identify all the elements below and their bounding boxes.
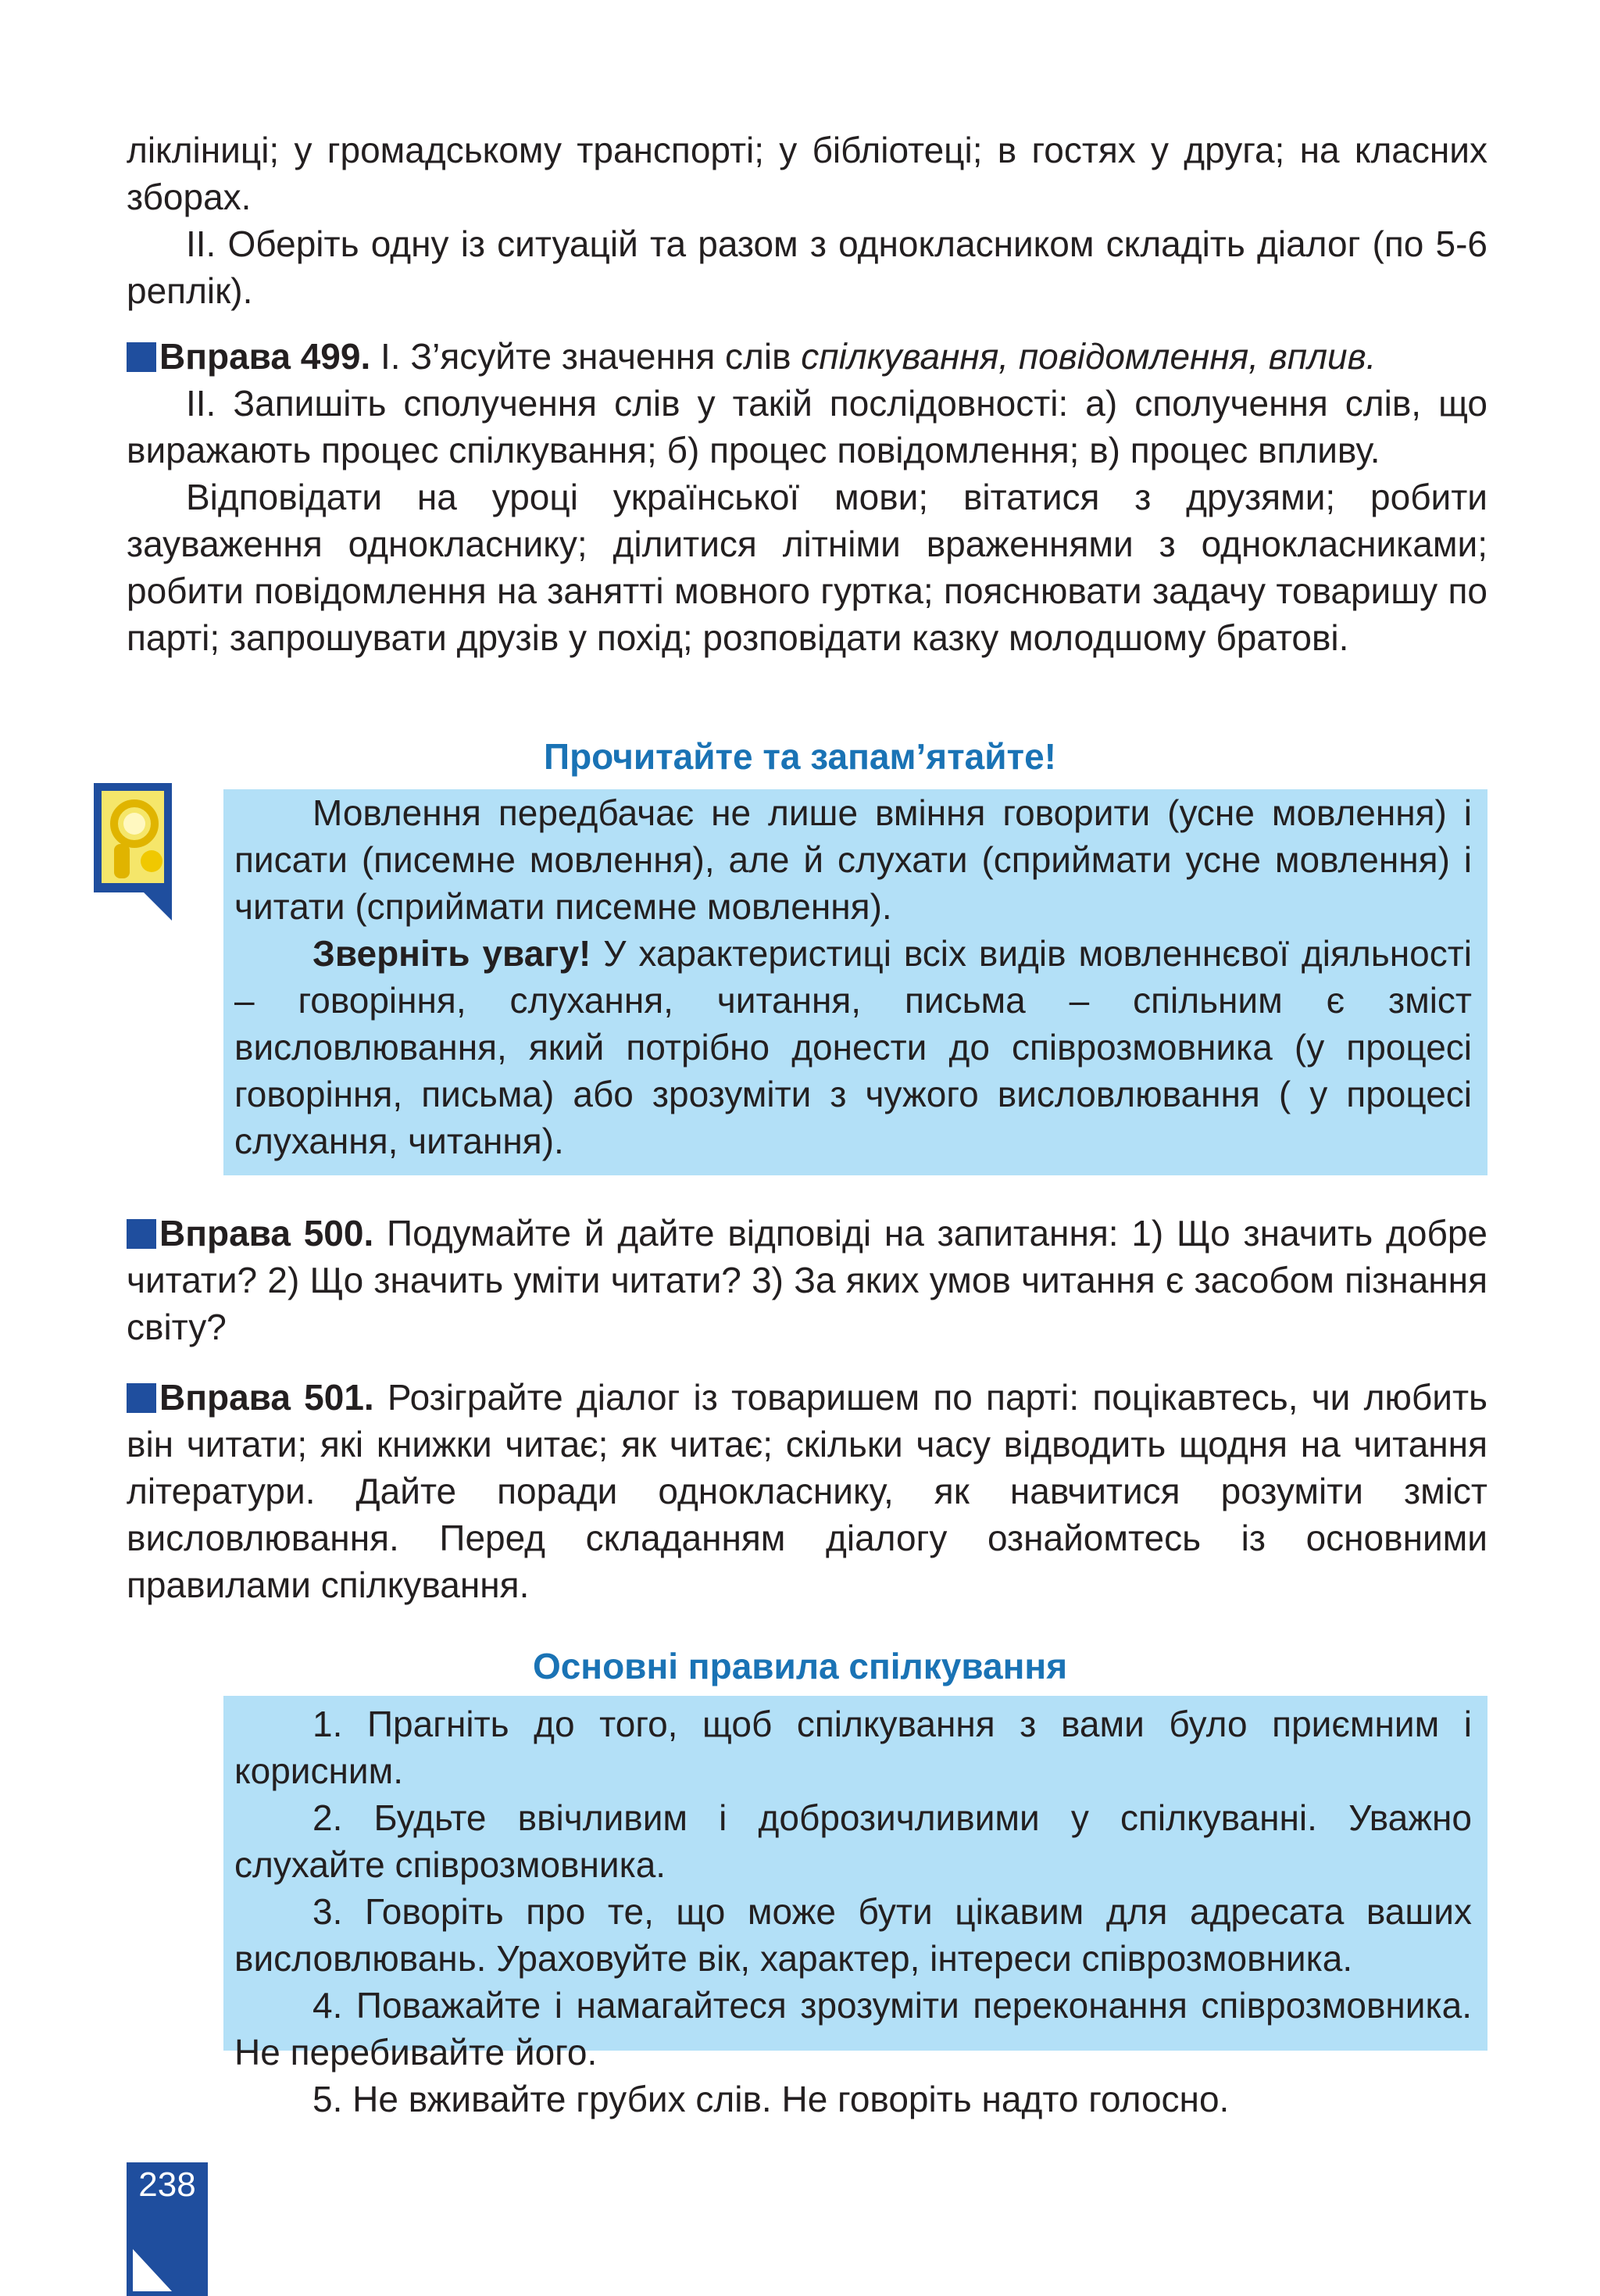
rule-paragraph-2 <box>234 930 1472 1164</box>
rule-item: 5. Не вживайте грубих слів. Не говоріть надто голосно. <box>312 2079 1230 2119</box>
exercise-bullet-icon <box>127 1383 156 1413</box>
rule-paragraph-2-text: У характеристиці всіх видів мовленнєвої діяльності – говоріння, слухання, читання, письма – спільним є зміст висловлювання, який потрібно донести до співрозмовника (у процесі говоріння, письма) або зрозуміти з чужого висловлювання ( у процесі слухання, читання). <box>234 933 1472 1161</box>
rule-item: 4. Поважайте і намагайтеся зрозуміти переконання співрозмовника. Не перебивайте його. <box>234 1985 1472 2072</box>
exercise-501-text <box>127 1374 1488 1608</box>
exercise-499-lead: І. З’ясуйте значення слів <box>370 336 802 377</box>
exercise-499-phrases: Відповідати на уроці української мови; вітатися з друзями; робити зауваження однокласнику; ділитися літніми враженнями з однокласниками; робити повідомлення на занятті мовного гуртка; пояснювати задачу товаришу по парті; запрошувати друзів у похід; розповідати казку молодшому братові. <box>127 477 1488 658</box>
exercise-501-title: Вправа 501. <box>159 1377 374 1418</box>
corner-arrow-icon <box>127 2244 208 2296</box>
exercise-501-body: Розіграйте діалог із товаришем по парті: поцікавтесь, чи любить він читати; які книжки читає; як читає; скільки часу відводить щодня на читання літератури. Дайте поради однокласнику, як навчитися розуміти зміст висловлювання. Перед складанням діалогу ознайомтесь із основними правилами спілкування. <box>127 1377 1488 1605</box>
rule-item: 2. Будьте ввічливим і доброзичливими у спілкуванні. Уважно слухайте співрозмовника. <box>234 1797 1472 1885</box>
attention-label: Зверніть увагу! <box>312 933 591 974</box>
exercise-500-title: Вправа 500. <box>159 1213 374 1254</box>
page-number-tab <box>127 2162 208 2296</box>
exercise-499-terms: спілкування, повідомлення, вплив. <box>801 336 1377 377</box>
exercise-501 <box>127 1374 1488 1608</box>
rule-item: 3. Говоріть про те, що може бути цікавим для адресата ваших висловлювань. Ураховуйте вік, характер, інтереси співрозмовника. <box>234 1891 1472 1979</box>
exercise-500-text <box>127 1210 1488 1350</box>
intro-paragraph-1: лікліниці; у громадському транспорті; у бібліотеці; в гостях у друга; на класних зборах. <box>127 130 1488 217</box>
rules-heading: Основні правила спілкування <box>532 1646 1068 1686</box>
rule-paragraph-1: Мовлення передбачає не лише вміння говорити (усне мовлення) і писати (писемне мовлення), але й слухати (сприймати усне мовлення) і читати (сприймати писемне мовлення). <box>234 792 1472 927</box>
exercise-bullet-icon <box>127 1219 156 1249</box>
intro-text <box>127 127 1488 314</box>
rule-heading: Прочитайте та запам’ятайте! <box>544 736 1056 777</box>
rule-box <box>223 789 1488 1175</box>
exercise-499 <box>127 333 1488 661</box>
rules-box <box>223 1696 1488 2119</box>
exercise-499-task-2: ІІ. Запишіть сполучення слів у такій послідовності: а) сполучення слів, що виражають процес спілкування; б) процес повідомлення; в) процес впливу. <box>127 383 1488 470</box>
exercise-500 <box>127 1210 1488 1350</box>
page-number: 238 <box>138 2165 196 2204</box>
exercise-499-task-1 <box>127 333 1488 380</box>
exercise-499-title: Вправа 499. <box>159 336 371 377</box>
rule-item: 1. Прагніть до того, щоб спілкування з вами було приємним і корисним. <box>234 1704 1472 1791</box>
exercise-500-body: Подумайте й дайте відповіді на запитання: 1) Що значить добре читати? 2) Що значить уміти читати? 3) За яких умов читання є засобом пізнання світу? <box>127 1213 1488 1347</box>
magnifier-hand-icon <box>94 783 172 921</box>
intro-paragraph-2: ІІ. Оберіть одну із ситуацій та разом з однокласником складіть діалог (по 5-6 реплік). <box>127 224 1488 311</box>
exercise-bullet-icon <box>127 342 156 372</box>
